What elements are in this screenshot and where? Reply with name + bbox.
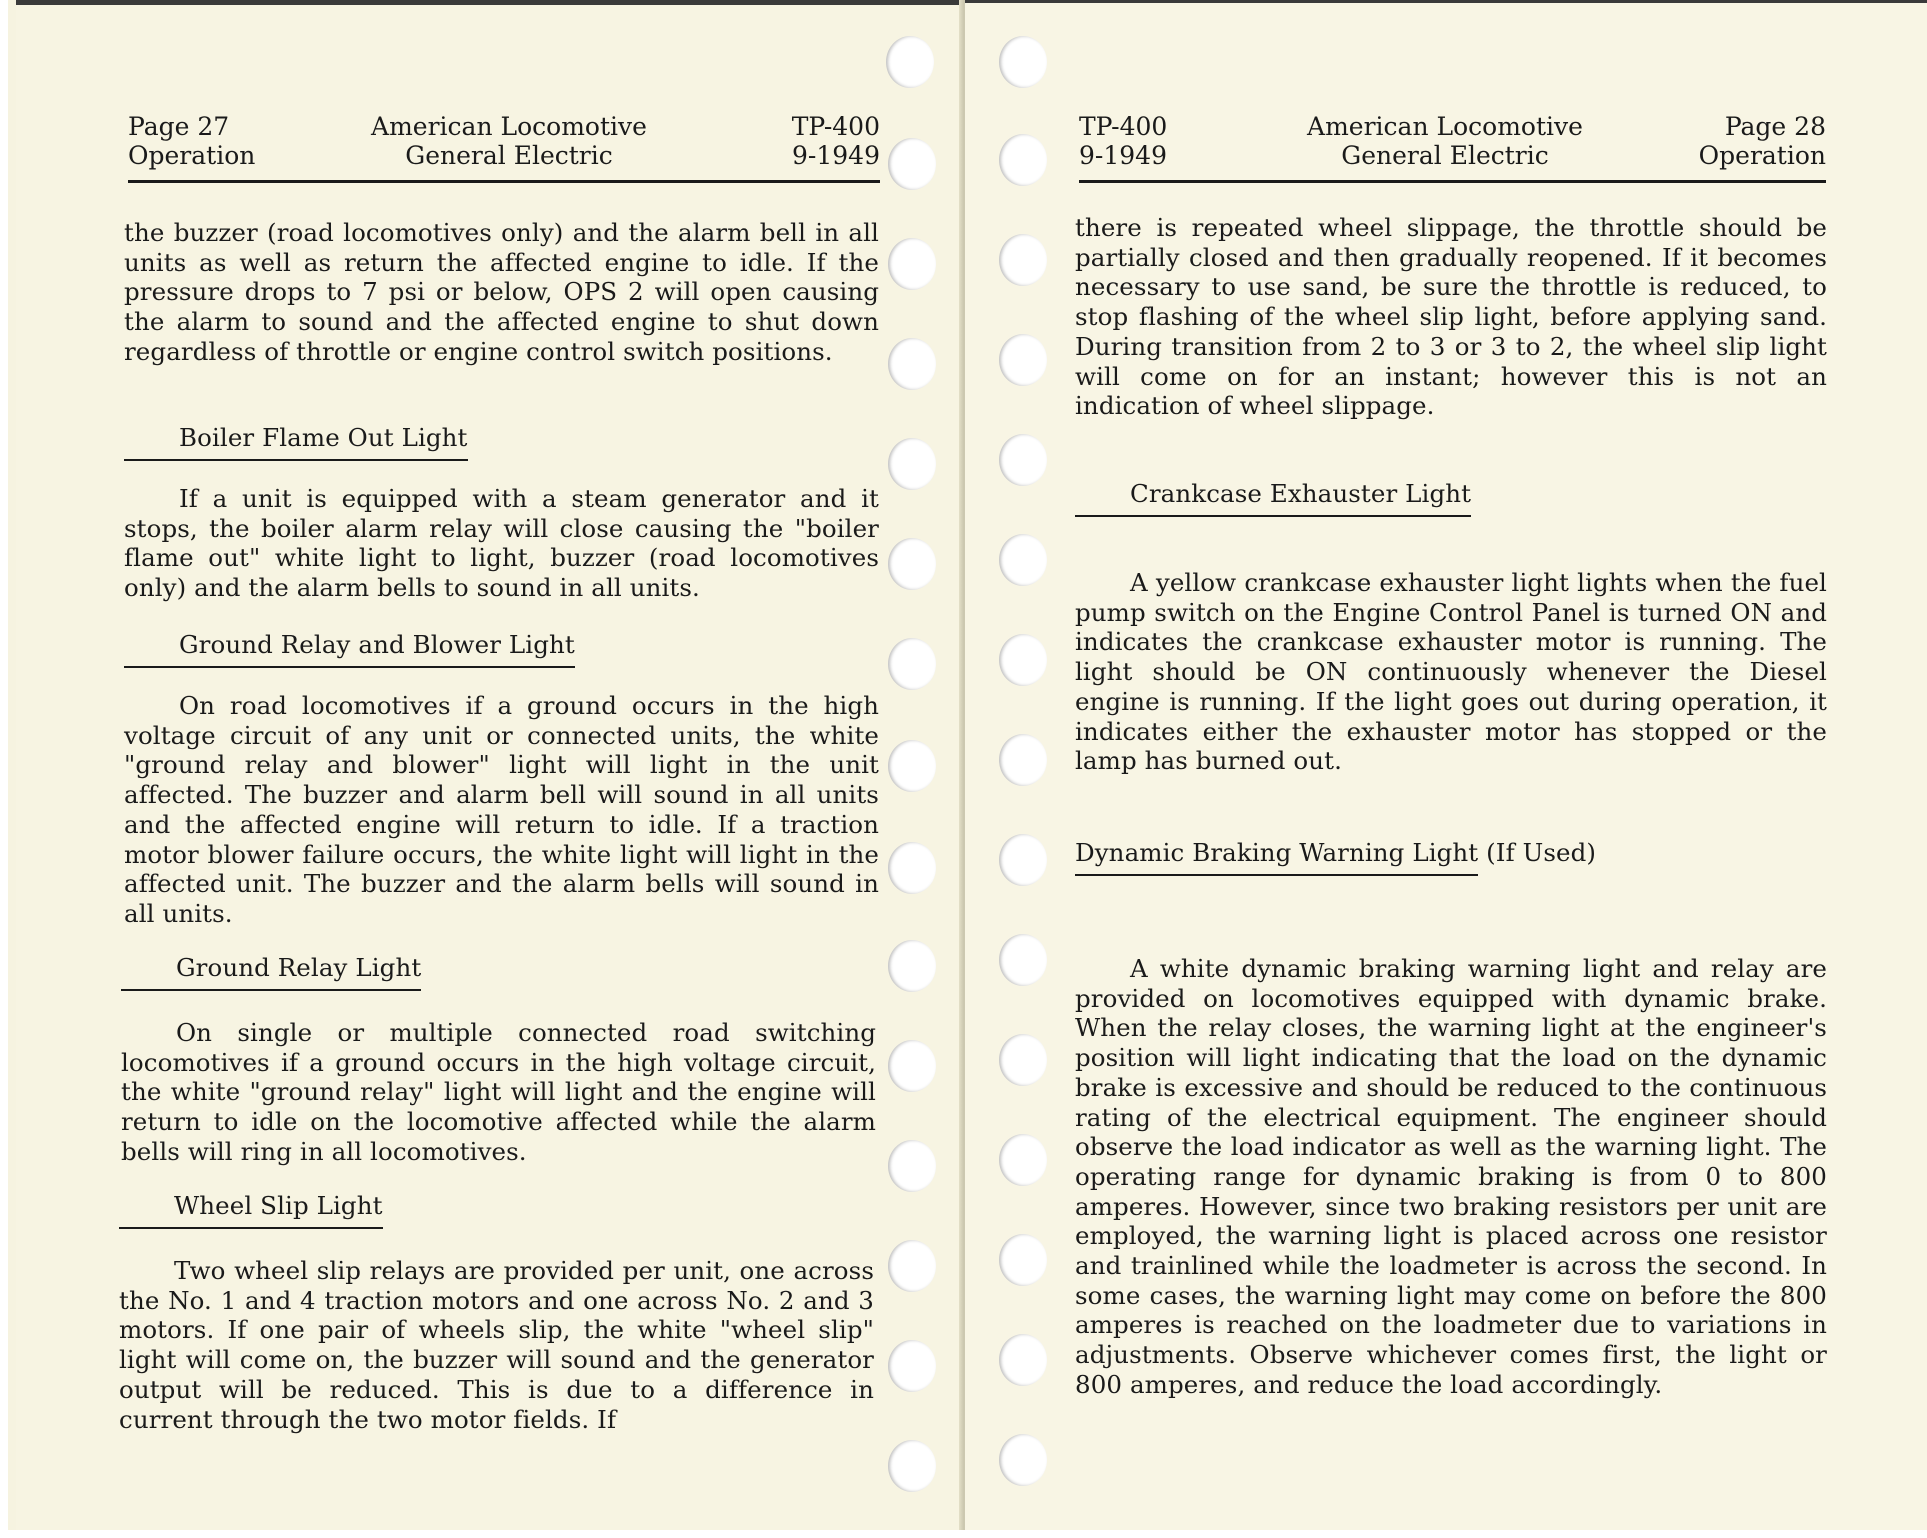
binder-hole bbox=[888, 842, 936, 894]
page-edge bbox=[16, 0, 961, 5]
section-heading-suffix: (If Used) bbox=[1478, 838, 1597, 867]
binder-hole bbox=[888, 1140, 936, 1192]
binder-hole bbox=[888, 1440, 936, 1492]
left-page bbox=[16, 0, 961, 1530]
binder-hole bbox=[888, 338, 936, 390]
binder-hole bbox=[999, 834, 1047, 886]
section-paragraph: Two wheel slip relays are provided per unit, one across the No. 1 and 4 traction motors and one across No. 2 and 3 motors. If one pair of wheels slip, the white "wheel slip" light will come on, the buzzer will sound and the generator output will be reduced. This is due to a difference in current through the two motor fields. If bbox=[119, 1256, 874, 1434]
section-paragraph: On road locomotives if a ground occurs in the high voltage circuit of any unit or connected units, the white "ground relay and blower" light will light in the unit affected. The buzzer and alarm bell will sound in all units and the affected engine will return to idle. If a traction motor blower failure occurs, the white light will light in the affected unit. The buzzer and the alarm bells will sound in all units. bbox=[124, 691, 879, 928]
binder-hole bbox=[888, 740, 936, 792]
intro-paragraph: there is repeated wheel slippage, the throttle should be partially closed and then gradually reopened. If it becomes necessary to use sand, be sure the throttle is reduced, to stop flashing of the wheel slip light, before applying sand. During transition from 2 to 3 or 3 to 2, the wheel slip light will come on for an instant; however this is not an indication of wheel slippage. bbox=[1075, 213, 1827, 421]
binder-hole bbox=[999, 934, 1047, 986]
binder-hole bbox=[999, 234, 1047, 286]
binder-hole bbox=[888, 1040, 936, 1092]
section-heading: Ground Relay and Blower Light bbox=[124, 630, 575, 668]
right-page-header bbox=[1079, 112, 1826, 182]
section-label: Operation bbox=[128, 141, 256, 170]
document-date: 9-1949 bbox=[1079, 141, 1167, 170]
binder-hole bbox=[999, 334, 1047, 386]
binder-hole bbox=[999, 1334, 1047, 1386]
intro-paragraph: the buzzer (road locomotives only) and the alarm bell in all units as well as return the affected engine to idle. If the pressure drops to 7 psi or below, OPS 2 will open causing the alarm to sound and the affected engine to shut down regardless of throttle or engine control switch positions. bbox=[124, 218, 879, 366]
binder-hole bbox=[999, 434, 1047, 486]
binder-hole bbox=[999, 634, 1047, 686]
document-number: TP-400 bbox=[791, 112, 880, 141]
binder-hole bbox=[888, 1240, 936, 1292]
binder-hole bbox=[886, 36, 934, 88]
page-number: Page 28 bbox=[1724, 112, 1826, 141]
section-heading: Dynamic Braking Warning Light bbox=[1075, 838, 1478, 876]
company-line-1: American Locomotive bbox=[371, 112, 647, 141]
binder-hole bbox=[888, 638, 936, 690]
binder-hole bbox=[999, 1034, 1047, 1086]
document-date: 9-1949 bbox=[792, 141, 880, 170]
section-heading: Boiler Flame Out Light bbox=[124, 423, 468, 461]
binder-hole bbox=[999, 134, 1047, 186]
binder-hole bbox=[888, 238, 936, 290]
book-spread bbox=[8, 0, 1920, 1530]
binder-hole bbox=[888, 138, 936, 190]
section-heading: Crankcase Exhauster Light bbox=[1075, 479, 1471, 517]
binder-hole bbox=[888, 438, 936, 490]
right-page bbox=[965, 0, 1927, 1530]
header-rule bbox=[1079, 180, 1826, 183]
binder-hole bbox=[999, 1134, 1047, 1186]
page-edge bbox=[965, 0, 1927, 3]
section-heading: Ground Relay Light bbox=[121, 953, 421, 991]
section-paragraph: A yellow crankcase exhauster light lights when the fuel pump switch on the Engine Control Panel is turned ON and indicates the crankcase exhauster motor is running. The light should be ON continuously whenever the Diesel engine is running. If the light goes out during operation, it indicates either the exhauster motor has stopped or the lamp has burned out. bbox=[1075, 568, 1827, 776]
section-paragraph: If a unit is equipped with a steam generator and it stops, the boiler alarm relay will close causing the "boiler flame out" white light to light, buzzer (road locomotives only) and the alarm bells to sound in all units. bbox=[124, 484, 879, 603]
binder-hole bbox=[888, 940, 936, 992]
section-label: Operation bbox=[1698, 141, 1826, 170]
binder-hole bbox=[999, 36, 1047, 88]
document-number: TP-400 bbox=[1079, 112, 1168, 141]
left-page-header bbox=[128, 112, 880, 182]
company-line-2: General Electric bbox=[1341, 141, 1549, 170]
binder-hole bbox=[999, 1434, 1047, 1486]
section-paragraph: A white dynamic braking warning light and relay are provided on locomotives equipped with dynamic brake. When the relay closes, the warning light at the engineer's position will light indicating that the load on the dynamic brake is excessive and should be reduced to the continuous rating of the electrical equipment. The engineer should observe the load indicator as well as the warning light. The operating range for dynamic braking is from 0 to 800 amperes. However, since two braking resistors per unit are employed, the warning light is placed across one resistor and trainlined while the loadmeter is across the second. In some cases, the warning light may come on before the 800 amperes is reached on the loadmeter due to variations in adjustments. Observe whichever comes first, the light or 800 amperes, and reduce the load accordingly. bbox=[1075, 954, 1827, 1399]
section-paragraph: On single or multiple connected road switching locomotives if a ground occurs in the high voltage circuit, the white "ground relay" light will light and the engine will return to idle on the locomotive affected while the alarm bells will ring in all locomotives. bbox=[121, 1018, 876, 1166]
company-line-2: General Electric bbox=[405, 141, 613, 170]
binder-hole bbox=[999, 534, 1047, 586]
binder-hole bbox=[888, 1340, 936, 1392]
section-heading: Wheel Slip Light bbox=[119, 1191, 383, 1229]
binder-hole bbox=[999, 1234, 1047, 1286]
header-rule bbox=[128, 180, 880, 183]
company-line-1: American Locomotive bbox=[1307, 112, 1583, 141]
binder-hole bbox=[999, 734, 1047, 786]
page-number: Page 27 bbox=[128, 112, 230, 141]
binder-hole bbox=[888, 538, 936, 590]
